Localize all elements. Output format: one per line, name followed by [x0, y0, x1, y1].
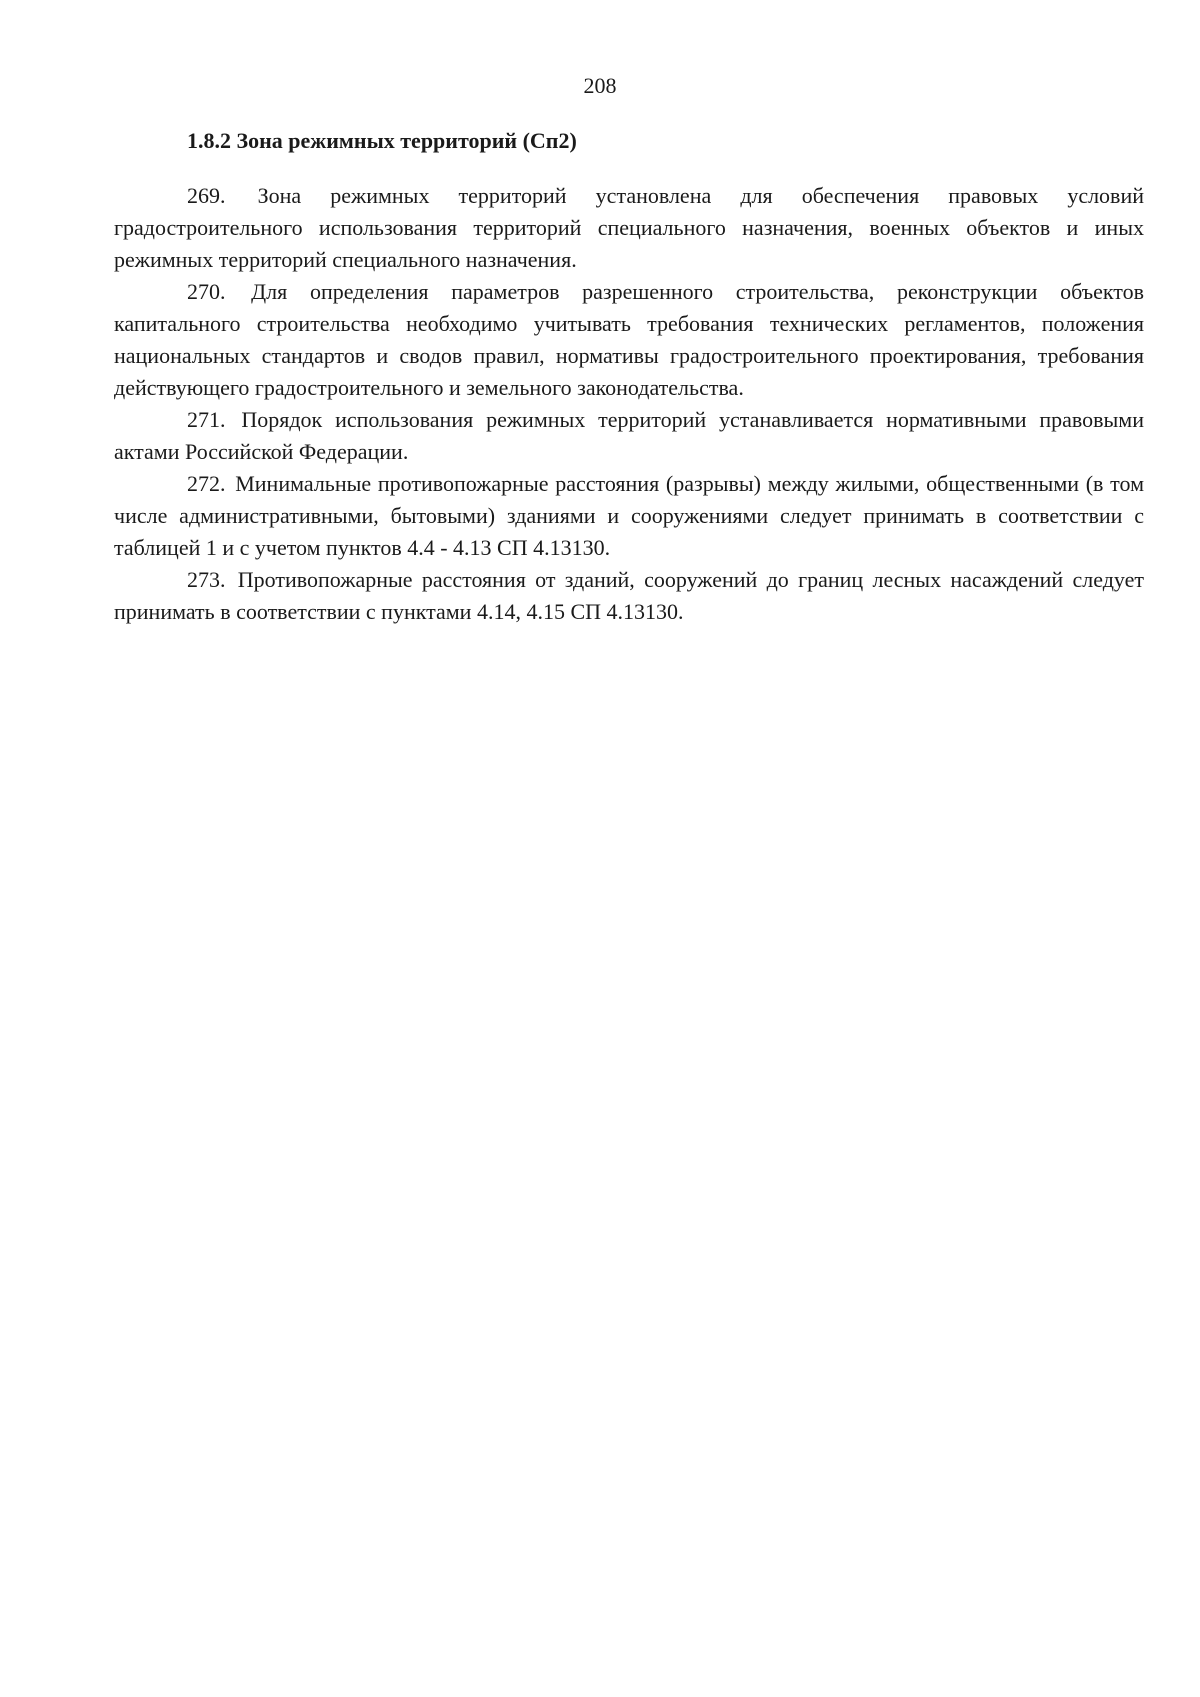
section-heading: 1.8.2 Зона режимных территорий (Сп2) — [187, 128, 577, 153]
paragraph-272 — [114, 468, 1144, 564]
paragraph-text: Зона режимных территорий установлена для обеспечения правовых условий градостроительного использования территорий специального назначения, военных объектов и иных режимных территорий специального назначения. — [114, 183, 1144, 272]
paragraph-273 — [114, 564, 1144, 628]
paragraph-text: Для определения параметров разрешенного строительства, реконструкции объектов капитального строительства необходимо учитывать требования технических регламентов, положения национальных стандартов и сводов правил, нормативы градостроительного проектирования, требования действующего градостроительного и земельного законодательства. — [114, 279, 1145, 400]
page-number: 208 — [583, 73, 617, 98]
paragraph-text: Порядок использования режимных территорий устанавливается нормативными правовыми актами Российской Федерации. — [114, 407, 1145, 464]
paragraph-number: 273. — [187, 567, 226, 592]
paragraph-271 — [114, 404, 1144, 468]
paragraph-text: Противопожарные расстояния от зданий, сооружений до границ лесных насаждений следует принимать в соответствии с пунктами 4.14, 4.15 СП 4.13130. — [114, 567, 1144, 624]
paragraph-269 — [114, 180, 1144, 276]
paragraph-number: 270. — [187, 279, 226, 304]
paragraph-number: 271. — [187, 407, 226, 432]
paragraph-270 — [114, 276, 1144, 404]
paragraph-number: 272. — [187, 471, 226, 496]
document-body — [114, 126, 1144, 628]
paragraph-text: Минимальные противопожарные расстояния (разрывы) между жилыми, общественными (в том числе административными, бытовыми) зданиями и сооружениями следует принимать в соответствии с таблицей 1 и с учетом пунктов 4.4 - 4.13 СП 4.13130. — [114, 471, 1144, 560]
paragraph-number: 269. — [187, 183, 226, 208]
